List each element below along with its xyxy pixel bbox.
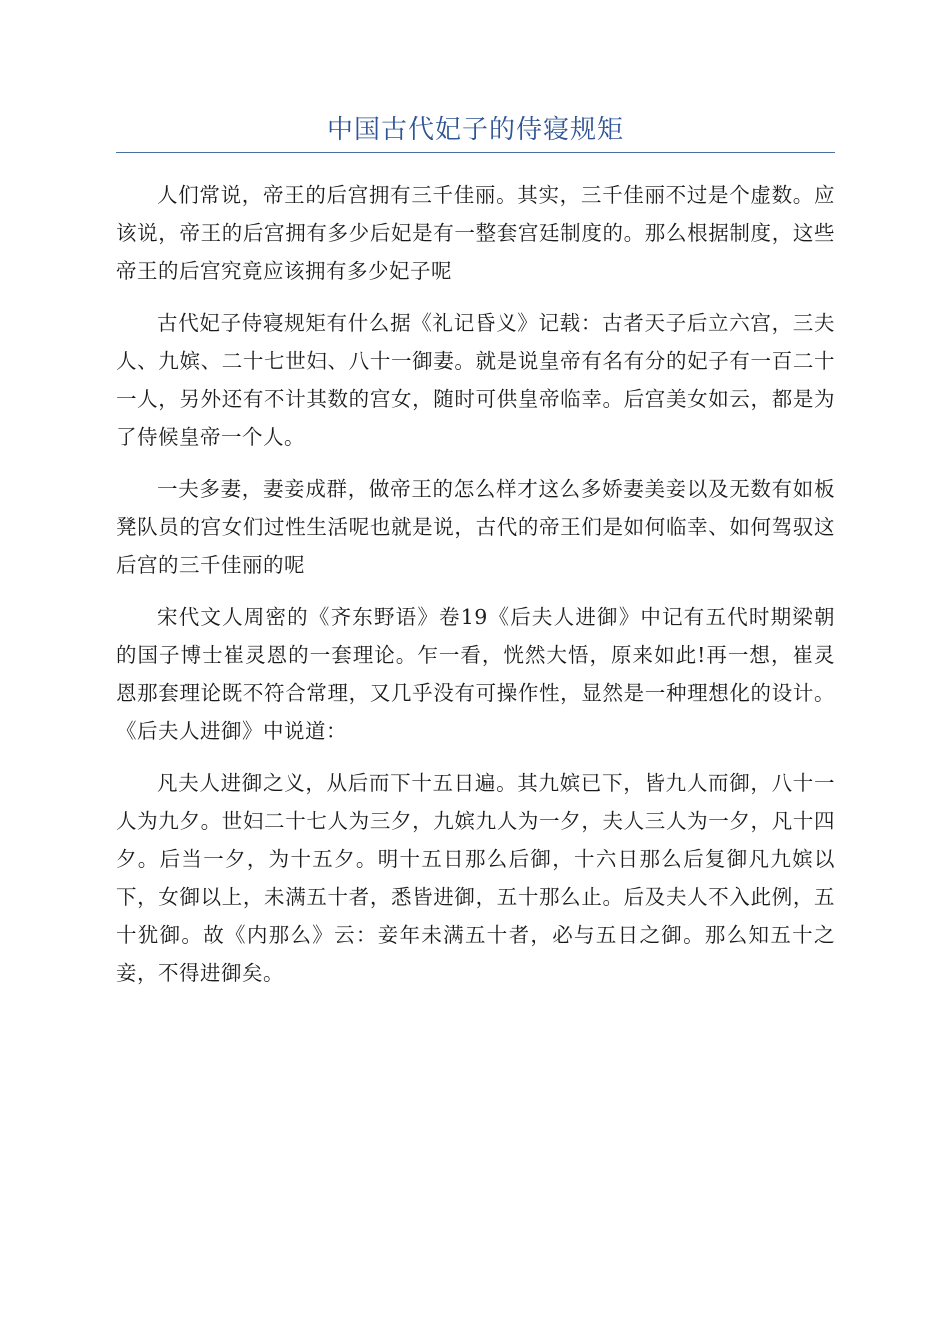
title-block (116, 112, 835, 153)
document-body (116, 176, 835, 1006)
paragraph-1: 人们常说，帝王的后宫拥有三千佳丽。其实，三千佳丽不过是个虚数。应该说，帝王的后宫拥有多少后妃是有一整套宫廷制度的。那么根据制度，这些帝王的后宫究竟应该拥有多少妃子呢 (116, 183, 835, 283)
paragraph-5: 凡夫人进御之义，从后而下十五日遍。其九嫔已下，皆九人而御，八十一人为九夕。世妇二十七人为三夕，九嫔九人为一夕，夫人三人为一夕，凡十四夕。后当一夕，为十五夕。明十五日那么后御，十六日那么后复御凡九嫔以下，女御以上，未满五十者，悉皆进御，五十那么止。后及夫人不入此例，五十犹御。故《内那么》云：妾年未满五十者，必与五日之御。那么知五十之妾，不得进御矣。 (116, 771, 835, 985)
document-title: 中国古代妃子的侍寝规矩 (326, 115, 624, 145)
paragraph-2: 古代妃子侍寝规矩有什么据《礼记昏义》记载：古者天子后立六宫，三夫人、九嫔、二十七世妇、八十一御妻。就是说皇帝有名有分的妃子有一百二十一人，另外还有不计其数的宫女，随时可供皇帝临幸。后宫美女如云，都是为了侍候皇帝一个人。 (116, 311, 835, 449)
paragraph-4: 宋代文人周密的《齐东野语》卷19《后夫人进御》中记有五代时期梁朝的国子博士崔灵恩的一套理论。乍一看，恍然大悟，原来如此!再一想，崔灵恩那套理论既不符合常理，又几乎没有可操作性，显然是一种理想化的设计。《后夫人进御》中说道： (116, 605, 835, 743)
paragraph-3: 一夫多妻，妻妾成群，做帝王的怎么样才这么多娇妻美妾以及无数有如板凳队员的宫女们过性生活呢也就是说，古代的帝王们是如何临幸、如何驾驭这后宫的三千佳丽的呢 (116, 477, 835, 577)
